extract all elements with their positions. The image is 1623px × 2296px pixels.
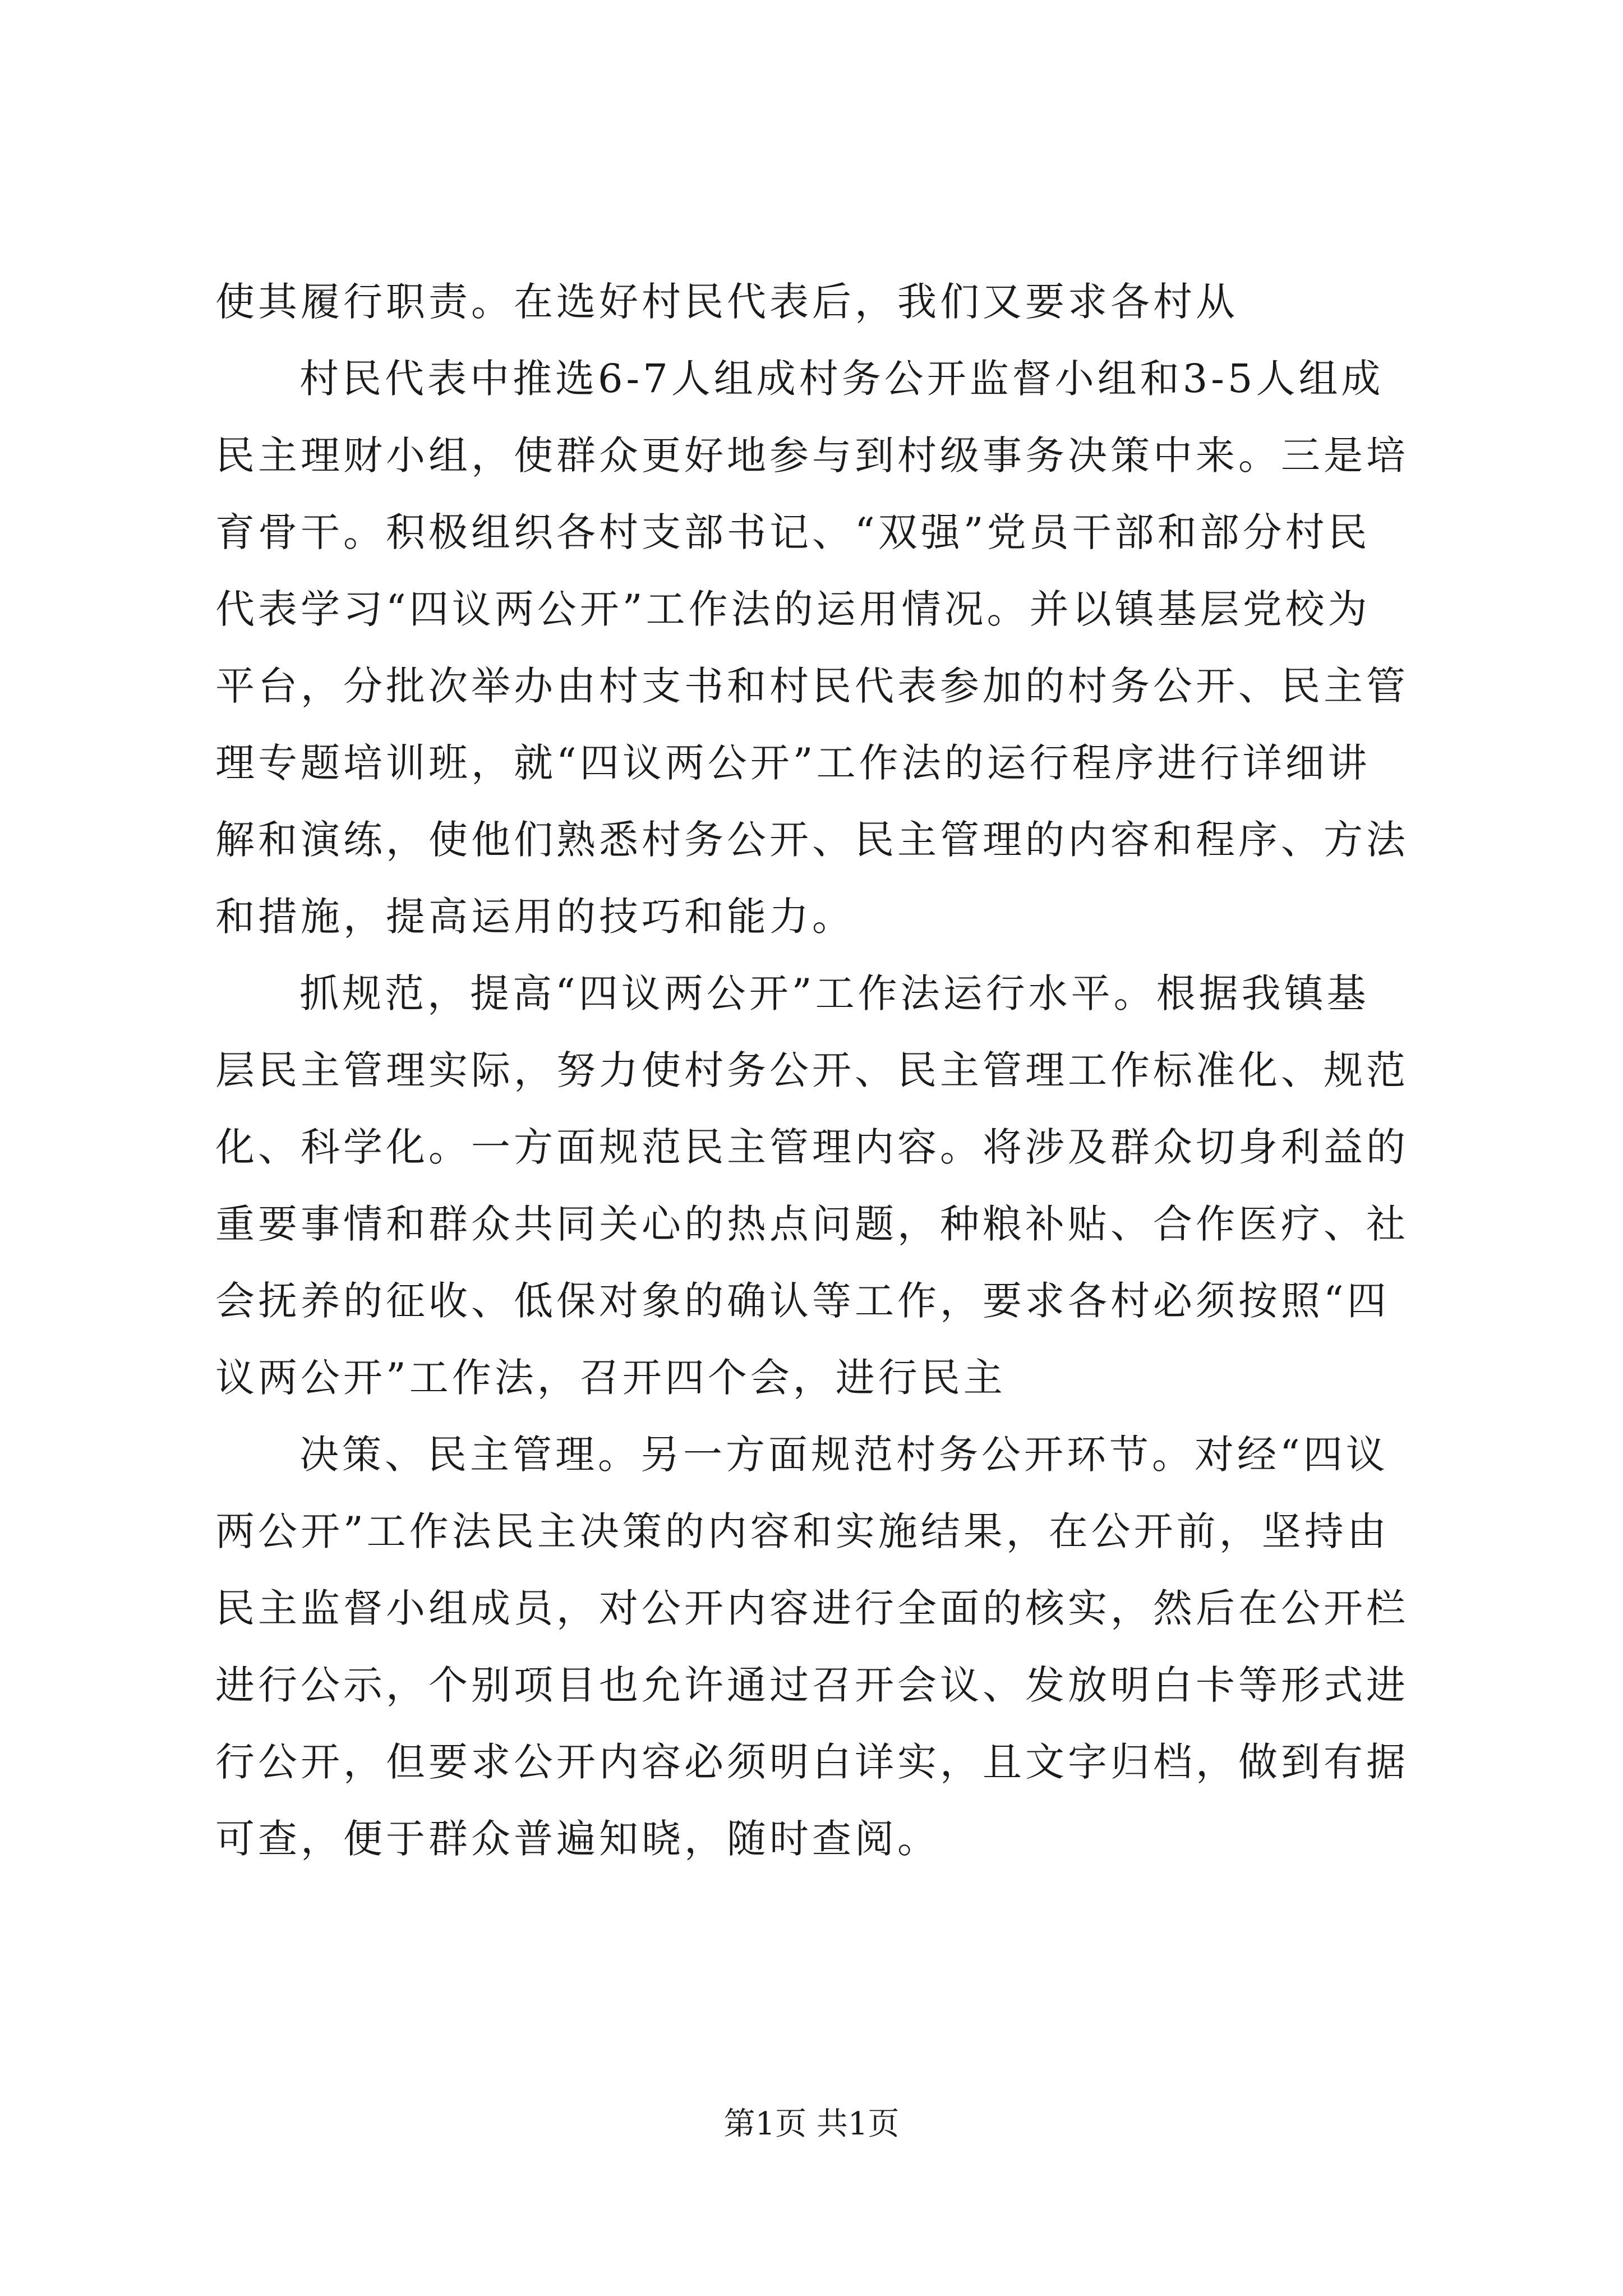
text-line: 化、科学化。一方面规范民主管理内容。将涉及群众切身利益的	[215, 1124, 1409, 1170]
text-line: 决策、民主管理。另一方面规范村务公开环节。对经“四议	[299, 1432, 1389, 1478]
text-line: 重要事情和群众共同关心的热点问题，种粮补贴、合作医疗、社	[215, 1201, 1409, 1247]
text-line: 民主监督小组成员，对公开内容进行全面的核实，然后在公开栏	[215, 1585, 1409, 1631]
text-line: 会抚养的征收、低保对象的确认等工作，要求各村必须按照“四	[215, 1278, 1390, 1324]
text-line: 代表学习“四议两公开”工作法的运用情况。并以镇基层党校为	[215, 586, 1371, 632]
text-line: 村民代表中推选6-7人组成村务公开监督小组和3-5人组成	[299, 356, 1384, 402]
text-line: 民主理财小组，使群众更好地参与到村级事务决策中来。三是培	[215, 432, 1409, 478]
text-line: 层民主管理实际，努力使村务公开、民主管理工作标准化、规范	[215, 1047, 1409, 1093]
text-line: 议两公开”工作法，召开四个会，进行民主	[215, 1355, 1006, 1401]
text-line: 平台，分批次举办由村支书和村民代表参加的村务公开、民主管	[215, 663, 1409, 709]
text-line: 行公开，但要求公开内容必须明白详实，且文字归档，做到有据	[215, 1739, 1409, 1785]
text-line: 可查，便于群众普遍知晓，随时查阅。	[215, 1816, 940, 1862]
document-body	[215, 264, 1418, 1878]
text-line: 育骨干。积极组织各村支部书记、“双强”党员干部和部分村民	[215, 509, 1371, 555]
text-line: 进行公示，个别项目也允许通过召开会议、发放明白卡等形式进	[215, 1662, 1409, 1708]
page-footer: 第1页 共1页	[723, 2106, 900, 2142]
text-line: 两公开”工作法民主决策的内容和实施结果，在公开前，坚持由	[215, 1508, 1390, 1554]
text-line: 解和演练，使他们熟悉村务公开、民主管理的内容和程序、方法	[215, 817, 1409, 863]
text-line: 抓规范，提高“四议两公开”工作法运行水平。根据我镇基	[299, 970, 1370, 1016]
text-line: 使其履行职责。在选好村民代表后，我们又要求各村从	[215, 279, 1238, 325]
text-line: 和措施，提高运用的技巧和能力。	[215, 894, 855, 940]
text-line: 理专题培训班，就“四议两公开”工作法的运行程序进行详细讲	[215, 740, 1371, 786]
